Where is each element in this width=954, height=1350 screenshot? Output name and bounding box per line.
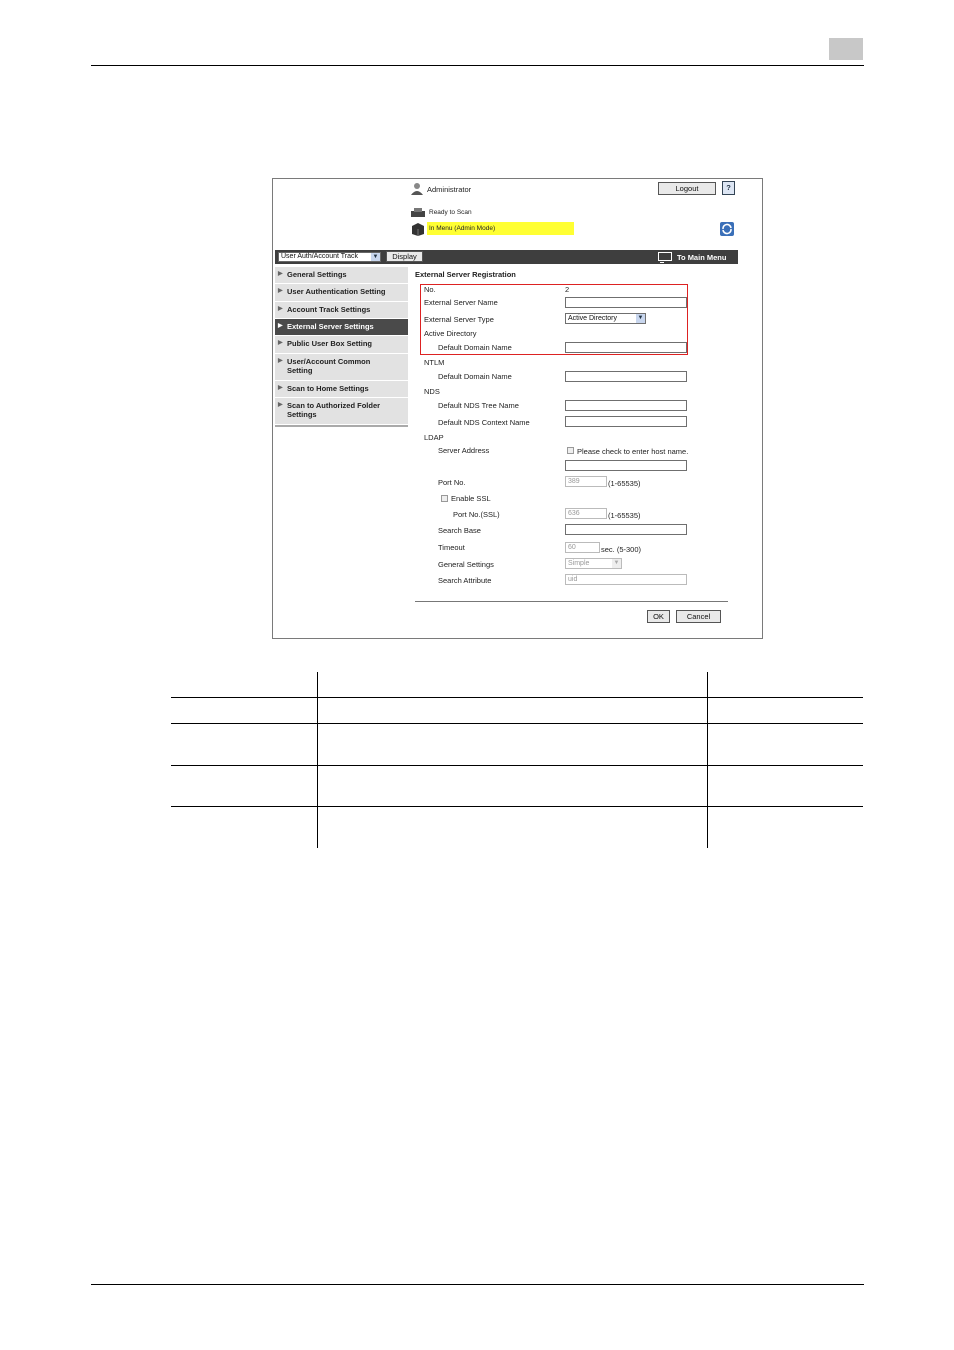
ad-domain-input[interactable] [565,342,687,353]
main-menu-icon [658,252,672,261]
server-type-select[interactable] [565,313,646,324]
host-check-label: Please check to enter host name. [577,447,689,456]
server-type-value: Active Directory [568,315,618,322]
server-name-label: External Server Name [424,298,498,307]
general-settings-label: General Settings [438,560,494,569]
sidebar-item-scan-folder[interactable]: ▶ Scan to Authorized Folder Settings [275,398,408,425]
table-header-rule [171,697,863,698]
sidebar-item-common-setting[interactable]: ▶ User/Account Common Setting [275,354,408,381]
help-button[interactable]: ? [722,181,735,195]
arrow-right-icon: ▶ [278,323,283,329]
server-address-input[interactable] [565,460,687,471]
arrow-right-icon: ▶ [278,402,283,408]
server-type-label: External Server Type [424,315,494,324]
search-base-input[interactable] [565,524,687,535]
form-heading: External Server Registration [415,270,516,279]
ssl-port-range: (1-65535) [608,511,641,520]
status-mode: In Menu (Admin Mode) [429,225,496,232]
table-row-rule [171,765,863,766]
table-column-rule [707,672,708,848]
search-base-label: Search Base [438,526,481,535]
port-input[interactable]: 389 [565,476,607,487]
sidebar-item-external-server[interactable]: ▶ External Server Settings [275,319,408,336]
arrow-right-icon: ▶ [278,288,283,294]
nds-context-input[interactable] [565,416,687,427]
ssl-label: Enable SSL [451,494,491,503]
arrow-right-icon: ▶ [278,306,283,312]
ok-button[interactable]: OK [647,610,670,623]
host-name-checkbox[interactable] [567,447,574,454]
user-label: Administrator [427,185,472,194]
ntlm-domain-input[interactable] [565,371,687,382]
main-menu-link[interactable]: To Main Menu [677,253,727,262]
server-address-label: Server Address [438,446,490,455]
nds-tree-input[interactable] [565,400,687,411]
no-label: No. [424,285,436,294]
chevron-down-icon: ▼ [372,254,379,260]
general-settings-select[interactable] [565,558,622,569]
page-number-box [829,38,863,60]
status-ready: Ready to Scan [429,209,472,216]
web-ui-screenshot [272,178,763,639]
header-rule [91,65,864,66]
ssl-checkbox[interactable] [441,495,448,502]
cancel-button[interactable]: Cancel [676,610,721,623]
ssl-port-input[interactable]: 636 [565,508,607,519]
nds-context-label: Default NDS Context Name [438,418,530,427]
sidebar-item-general[interactable]: ▶ General Settings [275,267,408,284]
sidebar-item-scan-home[interactable]: ▶ Scan to Home Settings [275,381,408,398]
ntlm-domain-label: Default Domain Name [438,372,512,381]
active-directory-label: Active Directory [424,329,477,338]
ldap-label: LDAP [424,433,444,442]
timeout-label: Timeout [438,543,465,552]
table-row-rule [171,806,863,807]
chevron-down-icon: ▼ [613,560,620,566]
chevron-down-icon: ▼ [637,315,644,321]
timeout-input[interactable]: 60 [565,542,600,553]
administrator-icon [410,182,424,196]
arrow-right-icon: ▶ [278,385,283,391]
nds-label: NDS [424,387,440,396]
printer-icon [410,206,426,218]
port-label: Port No. [438,478,466,487]
sidebar-divider [275,425,408,427]
sidebar-item-public-box[interactable]: ▶ Public User Box Setting [275,336,408,354]
form-divider [415,601,728,602]
ssl-port-label: Port No.(SSL) [453,510,500,519]
table-row-rule [171,723,863,724]
logout-button[interactable]: Logout [658,182,716,195]
no-value: 2 [565,285,570,294]
general-settings-value: Simple [568,560,590,567]
arrow-right-icon: ▶ [278,358,283,364]
nds-tree-label: Default NDS Tree Name [438,401,519,410]
ntlm-label: NTLM [424,358,445,367]
timeout-unit: sec. (5-300) [601,545,642,554]
table-column-rule [317,672,318,848]
category-select-value: User Auth/Account Track [281,253,359,260]
sidebar-item-account-track[interactable]: ▶ Account Track Settings [275,302,408,319]
ad-domain-label: Default Domain Name [438,343,512,352]
category-select[interactable] [278,252,381,262]
footer-rule [91,1284,864,1285]
box-icon [410,221,426,237]
arrow-right-icon: ▶ [278,340,283,346]
port-range: (1-65535) [608,479,641,488]
display-button[interactable]: Display [386,251,423,262]
arrow-right-icon: ▶ [278,271,283,277]
server-name-input[interactable] [565,297,687,308]
search-attr-input[interactable]: uid [565,574,687,585]
refresh-icon[interactable] [720,222,734,236]
search-attr-label: Search Attribute [438,576,492,585]
sidebar-item-user-auth[interactable]: ▶ User Authentication Setting [275,284,408,302]
